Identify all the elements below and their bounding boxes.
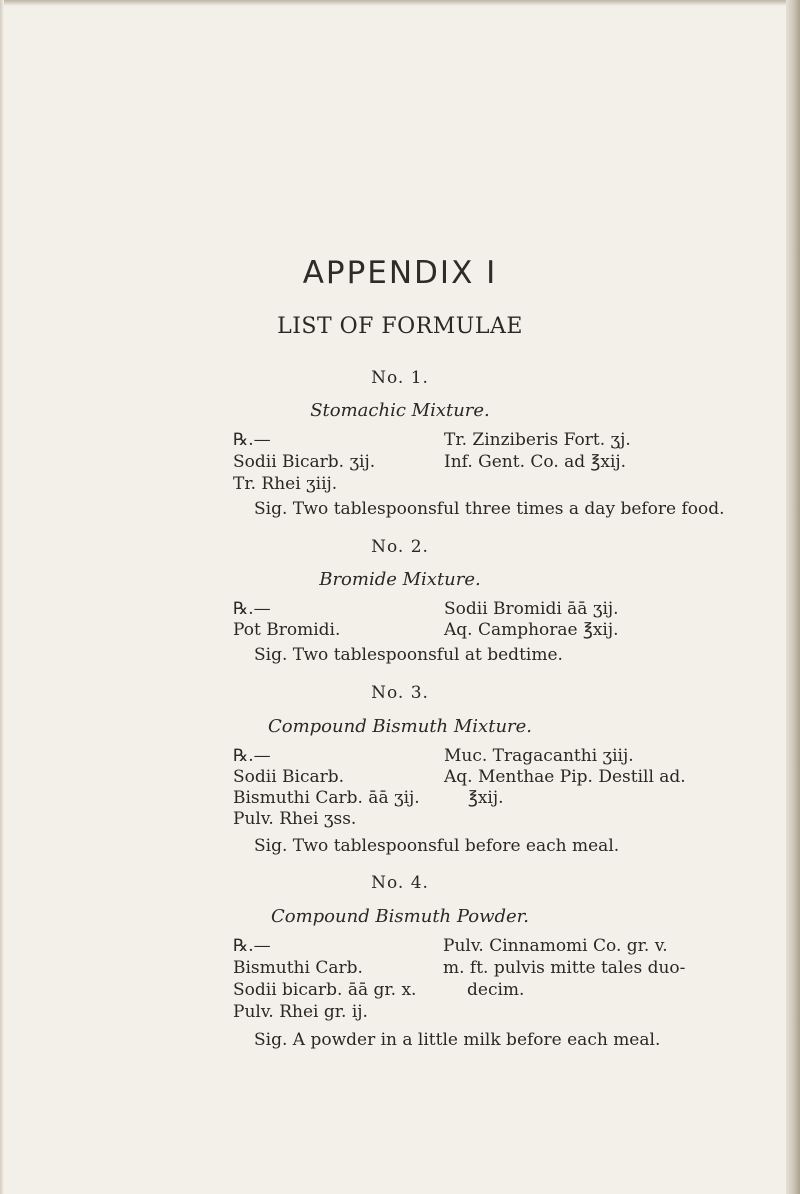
list-title: LIST OF FORMULAE [277,314,523,339]
ingredient: Pulv. Cinnamomi Co. gr. v. [443,936,668,956]
prescription-symbol: ℞.— [233,746,271,766]
ingredient: Pulv. Rhei ʒss. [233,809,357,829]
formula-number: No. 4. [371,873,429,893]
prescription-symbol: ℞.— [233,430,271,450]
ingredient: Pulv. Rhei gr. ij. [233,1002,368,1022]
signa-instruction: Sig. Two tablespoonsful at bedtime. [254,645,563,665]
ingredient: m. ft. pulvis mitte tales duo- [443,958,686,978]
page-top-edge [0,0,800,6]
ingredient: ℥xij. [468,788,504,808]
formula-number: No. 1. [371,368,429,388]
formula-name: Compound Bismuth Powder. [270,906,530,927]
formula-number: No. 2. [371,537,429,557]
signa-instruction: Sig. Two tablespoonsful before each meal. [254,836,620,856]
prescription-symbol: ℞.— [233,936,271,956]
appendix-heading: APPENDIX I [302,255,498,291]
ingredient: Sodii bicarb. āā gr. x. [233,980,417,1000]
ingredient: decim. [467,980,525,1000]
ingredient: Aq. Camphorae ℥xij. [444,620,619,640]
ingredient: Tr. Zinziberis Fort. ʒj. [444,430,631,450]
ingredient: Sodii Bicarb. [233,767,345,787]
formula-number: No. 3. [371,683,429,703]
signa-instruction: Sig. A powder in a little milk before each meal. [254,1030,661,1050]
formula-name: Bromide Mixture. [319,569,481,590]
page-left-edge [0,0,4,1194]
ingredient: Muc. Tragacanthi ʒiij. [444,746,634,766]
ingredient: Aq. Menthae Pip. Destill ad. [444,767,686,787]
formula-name: Stomachic Mixture. [310,400,490,421]
formula-name: Compound Bismuth Mixture. [267,716,533,737]
ingredient: Pot Bromidi. [233,620,341,640]
ingredient: Bismuthi Carb. [233,958,363,978]
ingredient: Bismuthi Carb. āā ʒij. [233,788,420,808]
ingredient: Sodii Bromidi āā ʒij. [444,599,619,619]
signa-instruction: Sig. Two tablespoonsful three times a day before food. [254,499,725,519]
ingredient: Sodii Bicarb. ʒij. [233,452,376,472]
prescription-symbol: ℞.— [233,599,271,619]
ingredient: Tr. Rhei ʒiij. [233,474,338,494]
page-right-edge [786,0,800,1194]
ingredient: Inf. Gent. Co. ad ℥xij. [444,452,627,472]
